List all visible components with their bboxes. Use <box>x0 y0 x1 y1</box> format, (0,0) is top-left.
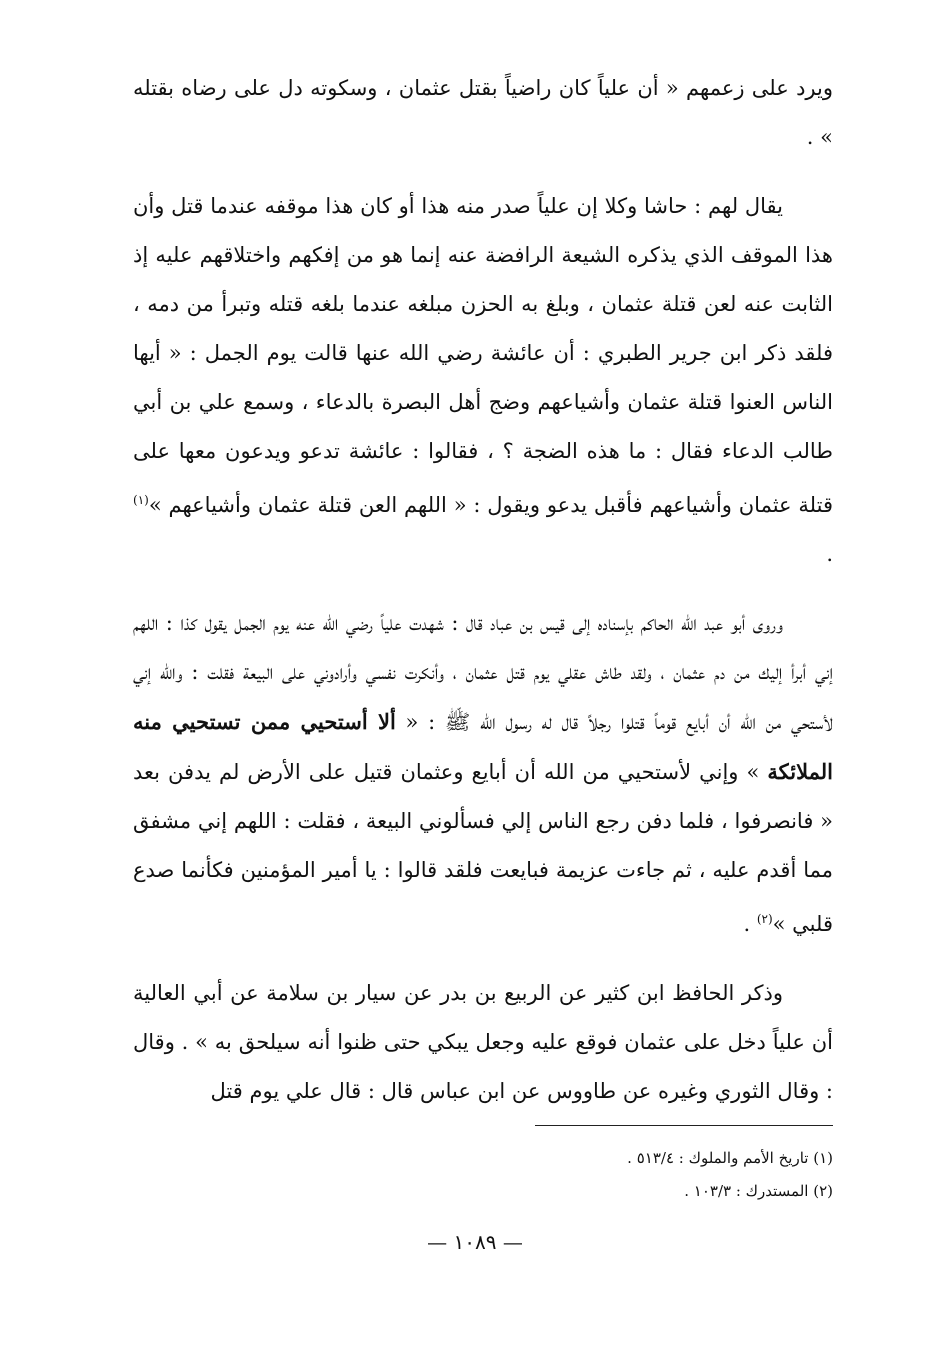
paragraph-2-text: يقال لهم : حاشا وكلا إن علياً صدر منه هذا أو كان هذا موقفه عندما قتل وأن هذا الموقف الذي يذكره الشيعة الرافضة عنه إنما هو من إفكهم واختلاقهم عليه إذ الثابت عنه لعن قتلة عثمان ، وبلغ به الحزن مبلغه عندما بلغه قتله وتبرأ من دمه ، فلقد ذكر ابن جرير الطبري : أن عائشة رضي الله عنها قالت يوم الجمل : « أيها الناس العنوا قتلة عثمان وأشياعهم وضج أهل البصرة بالدعاء ، وسمع علي بن أبي طالب الدعاء فقال : ما هذه الضجة ؟ ، فقالوا : عائشة تدعو ويدعون معها على قتلة عثمان وأشياعهم فأقبل يدعو ويقول : « اللهم العن قتلة عثمان وأشياعهم » <box>133 194 833 517</box>
footnote-2: (٢) المستدرك : ١٠٣/٣ . <box>684 1182 833 1200</box>
main-text <box>133 64 833 1136</box>
paragraph-2 <box>133 182 833 579</box>
footnote-1: (١) تاريخ الأمم والملوك : ٥١٣/٤ . <box>627 1149 833 1167</box>
paragraph-3-end: . <box>743 912 757 936</box>
footnote-ref-2: (٢) <box>756 912 773 926</box>
paragraph-3 <box>133 599 833 949</box>
hadith-quote-bold: ألا أستحيي ممن تستحيي منه الملائكة <box>133 709 833 784</box>
page-number: — ١٠٨٩ — <box>427 1230 523 1254</box>
paragraph-4 <box>133 969 833 1116</box>
paragraph-3-text-after: » وإني لأستحيي من الله أن أبايع وعثمان قتيل على الأرض لم يدفن بعد « فانصرفوا ، فلما دفن رجع الناس إلي فسألوني البيعة ، فقلت : اللهم إني مشفق مما أقدم عليه ، ثم جاءت عزيمة فبايعت فلقد قالوا : يا أمير المؤمنين فكأنما صدع قلبي » <box>133 760 833 936</box>
footnote-ref-1: (١) <box>133 493 149 507</box>
paragraph-1-text: ويرد على زعمهم « أن علياً كان راضياً بقتل عثمان ، وسكوته دل على رضاه بقتله » . <box>133 76 833 149</box>
footnotes <box>480 1142 833 1208</box>
paragraph-1 <box>133 64 833 162</box>
paragraph-4-text: وذكر الحافظ ابن كثير عن الربيع بن بدر عن سيار بن سلامة عن أبي العالية أن علياً دخل على عثمان فوقع عليه وجعل يبكي حتى ظنوا أنه سيلحق به » . وقال : وقال الثوري وغيره عن طاووس عن ابن عباس قال : قال علي يوم قتل <box>133 981 833 1103</box>
footnote-divider <box>535 1125 833 1126</box>
paragraph-2-end: . <box>826 542 833 566</box>
paragraph-3-text-before: وروى أبو عبد الله الحاكم بإسناده إلى قيس بن عباد قال : شهدت علياً رضي الله عنه يوم الجمل يقول كذا : اللهم إني أبرأ إليك من دم عثمان ، ولقد طاش عقلي يوم قتل عثمان ، وأنكرت نفسي وأرادوني على البيعة فقلت : والله إني لأستحي من الله أن أبايع قوماً قتلوا رجلاً قال له رسول الله ﷺ : « <box>133 611 834 734</box>
